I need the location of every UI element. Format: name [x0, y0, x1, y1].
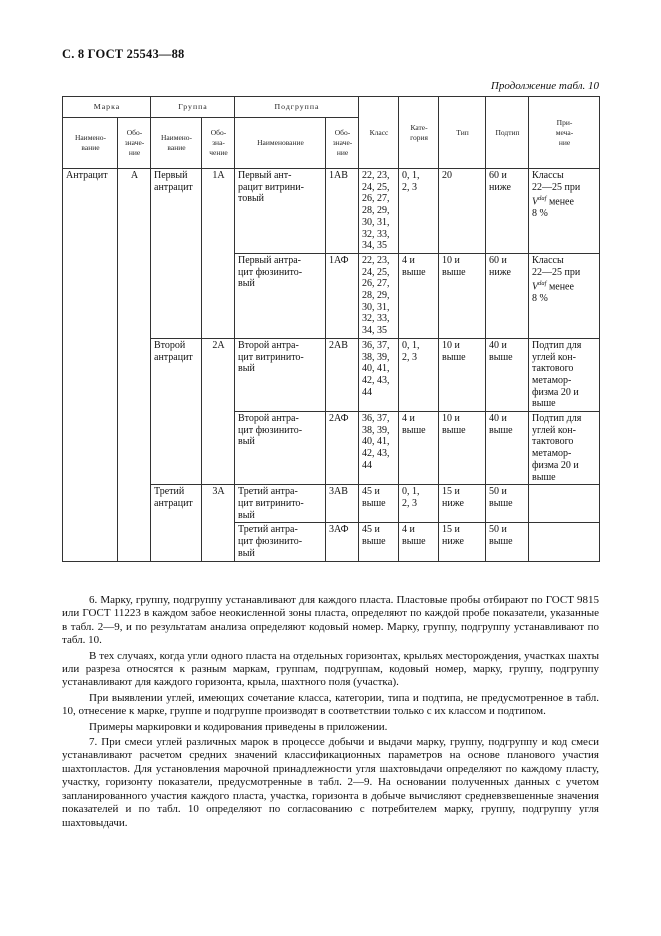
note-text: Классы 22—25 при	[532, 170, 581, 193]
paragraph: 6. Марку, группу, подгруппу устанавливают для каждого пласта. Пластовые пробы отбирают по ГОСТ 9815 или ГОСТ 11223 в каждом забое неокисленной зоны пласта, определяют по каждой пробе показатели, указанные в табл. 2—9, и по результатам анализа определяют кодовый номер. Марку, группу, подгруппу устанавливают по табл. 10.	[62, 594, 599, 647]
paragraph: Примеры маркировки и кодирования приведены в приложении.	[89, 720, 388, 733]
header-marka-oboznachenie: Обо- значе- ние	[118, 118, 151, 169]
subgroup-name: Третий антра- цит фюзинито- вый	[235, 523, 326, 561]
body-text	[62, 594, 599, 832]
marka-name: Антрацит	[63, 169, 118, 562]
klass-cell: 22, 23, 24, 25, 26, 27, 28, 29, 30, 31, 32, 33, 34, 35	[359, 253, 399, 338]
tip-cell: 10 и выше	[439, 253, 486, 338]
klass-cell: 22, 23, 24, 25, 26, 27, 28, 29, 30, 31, 32, 33, 34, 35	[359, 169, 399, 254]
table-continuation-label: Продолжение табл. 10	[490, 80, 599, 92]
note-text-end: менее 8 %	[532, 281, 574, 305]
tip-cell: 10 и выше	[439, 338, 486, 411]
header-podgruppa-oboznachenie: Обо- значе- ние	[326, 118, 359, 169]
group-code: 2А	[202, 338, 235, 484]
subgroup-code: 1АФ	[326, 253, 359, 338]
coal-classification-table	[62, 96, 600, 562]
header-gruppa-naimenovanie: Наимено- вание	[151, 118, 202, 169]
header-podgruppa: Подгруппа	[235, 97, 359, 118]
marka-code: А	[118, 169, 151, 562]
tip-cell: 15 и ниже	[439, 485, 486, 523]
subgroup-name: Второй антра- цит фюзинито- вый	[235, 412, 326, 485]
page-header: С. 8 ГОСТ 25543—88	[62, 47, 185, 61]
paragraph: 7. При смеси углей различных марок в процессе добычи и выдачи марку, группу, подгруппу и код смеси устанавливают расчетом средних значений классификационных параметров на основе планового участия шахтопластов. Для установления марочной принадлежности угля шахтовыдачи определяют по каждому пласту, участку, горизонту показатели, предусмотренные в табл. 2—9. На основании полученных данных с учетом запланированного участия каждого пласта, участка, горизонта в добыче вычисляют средневзвешенные значения показателей и по табл. 10 определяют по согласованию с потребителем марку, группу, подгруппу угля шахтовыдачи.	[62, 736, 599, 829]
note-cell	[529, 523, 600, 561]
header-tip: Тип	[439, 97, 486, 169]
volatile-matter-symbol: V	[532, 196, 539, 208]
podtip-cell: 60 и ниже	[486, 253, 529, 338]
header-podgruppa-naimenovanie: Наименование	[235, 118, 326, 169]
kategoriya-cell: 4 и выше	[399, 253, 439, 338]
paragraph: При выявлении углей, имеющих сочетание класса, категории, типа и подтипа, не предусмотренное в табл. 10, отнесение к марке, группе и подгруппе производят в соответствии только с их классом и подтипом.	[62, 691, 599, 718]
subgroup-code: 1АВ	[326, 169, 359, 254]
paragraph: В тех случаях, когда угли одного пласта на отдельных горизонтах, крыльях месторождения, участках шахты или разреза относятся к разным маркам, группам, подгруппам, кодовый номер, марку, группу, подгруппу устанавливают для каждого горизонта, крыла, шахтного поля (участка).	[62, 649, 599, 689]
group-code: 1А	[202, 169, 235, 339]
subgroup-code: 2АВ	[326, 338, 359, 411]
group-name: Первый антрацит	[151, 169, 202, 339]
note-text-end: менее 8 %	[532, 196, 574, 220]
subgroup-code: 3АФ	[326, 523, 359, 561]
header-marka: Марка	[63, 97, 151, 118]
group-name: Второй антрацит	[151, 338, 202, 484]
klass-cell: 45 и выше	[359, 523, 399, 561]
podtip-cell: 40 и выше	[486, 338, 529, 411]
podtip-cell: 50 и выше	[486, 485, 529, 523]
note-text: Классы 22—25 при	[532, 254, 581, 278]
kategoriya-cell: 4 и выше	[399, 523, 439, 561]
subgroup-name: Третий антра- цит витринито- вый	[235, 485, 326, 523]
subgroup-name: Первый антра- цит фюзинито- вый	[235, 253, 326, 338]
header-podtip: Подтип	[486, 97, 529, 169]
header-gruppa-oboznachenie: Обо- зна- чение	[202, 118, 235, 169]
volatile-matter-superscript: daf	[538, 195, 547, 203]
table-row	[63, 169, 600, 254]
note-cell	[529, 169, 600, 254]
kategoriya-cell: 0, 1, 2, 3	[399, 169, 439, 254]
tip-cell: 10 и выше	[439, 412, 486, 485]
tip-cell: 20	[439, 169, 486, 254]
subgroup-name: Первый ант- рацит витрини- товый	[235, 169, 326, 254]
header-kategoriya: Кате- гория	[399, 97, 439, 169]
klass-cell: 36, 37, 38, 39, 40, 41, 42, 43, 44	[359, 412, 399, 485]
group-code: 3А	[202, 485, 235, 561]
note-cell: Подтип для углей кон- тактового метамор- физма 20 и выше	[529, 412, 600, 485]
volatile-matter-symbol: V	[532, 281, 539, 293]
subgroup-code: 3АВ	[326, 485, 359, 523]
kategoriya-cell: 0, 1, 2, 3	[399, 338, 439, 411]
note-cell: Подтип для углей кон- тактового метамор- физма 20 и выше	[529, 338, 600, 411]
note-cell	[529, 253, 600, 338]
group-name: Третий антрацит	[151, 485, 202, 561]
podtip-cell: 60 и ниже	[486, 169, 529, 254]
header-marka-naimenovanie: Наимено- вание	[63, 118, 118, 169]
volatile-matter-superscript: daf	[538, 280, 547, 288]
kategoriya-cell: 0, 1, 2, 3	[399, 485, 439, 523]
header-klass: Класс	[359, 97, 399, 169]
note-cell	[529, 485, 600, 523]
tip-cell: 15 и ниже	[439, 523, 486, 561]
header-gruppa: Группа	[151, 97, 235, 118]
klass-cell: 36, 37, 38, 39, 40, 41, 42, 43, 44	[359, 338, 399, 411]
subgroup-code: 2АФ	[326, 412, 359, 485]
podtip-cell: 50 и выше	[486, 523, 529, 561]
subgroup-name: Второй антра- цит витринито- вый	[235, 338, 326, 411]
klass-cell: 45 и выше	[359, 485, 399, 523]
header-primechanie: При- меча- ние	[529, 97, 600, 169]
podtip-cell: 40 и выше	[486, 412, 529, 485]
kategoriya-cell: 4 и выше	[399, 412, 439, 485]
